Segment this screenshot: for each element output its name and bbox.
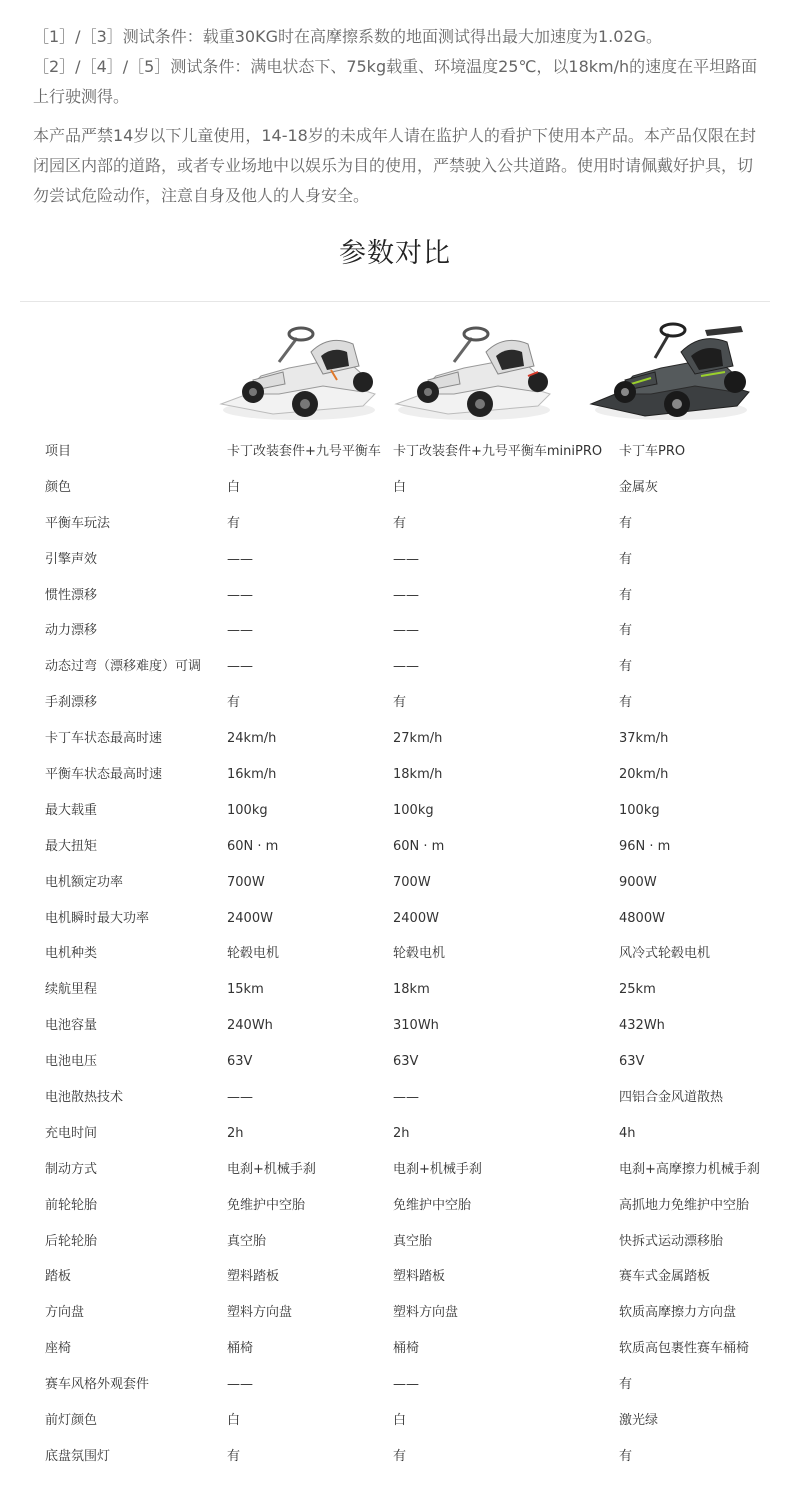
spec-label: 动态过弯（漂移难度）可调: [45, 659, 202, 675]
spec-value: ——: [227, 551, 253, 567]
spec-value: 四铝合金风道散热: [619, 1090, 724, 1106]
spec-value: 有: [393, 695, 407, 711]
spec-value: 63V: [227, 1054, 253, 1070]
spec-value: 700W: [227, 874, 265, 890]
spec-row: [0, 1116, 790, 1152]
spec-label: 动力漂移: [45, 623, 98, 639]
spec-value: 240Wh: [227, 1018, 273, 1034]
spec-value: 电刹+高摩擦力机械手刹: [619, 1161, 760, 1177]
spec-value: 有: [227, 695, 241, 711]
spec-value: 软质高包裹性赛车桶椅: [619, 1341, 750, 1357]
spec-value: 塑料方向盘: [227, 1305, 293, 1321]
spec-value: 快拆式运动漂移胎: [619, 1233, 724, 1249]
test-conditions-note: [33, 22, 761, 112]
product-image-1: [213, 318, 383, 428]
spec-label: 电机额定功率: [45, 874, 124, 890]
spec-value: 免维护中空胎: [227, 1197, 306, 1213]
spec-value: 24km/h: [227, 731, 277, 747]
spec-label: 卡丁车状态最高时速: [45, 731, 163, 747]
spec-value: 4h: [619, 1125, 636, 1141]
spec-value: 有: [619, 587, 633, 603]
spec-comparison-table: [0, 434, 790, 1475]
spec-value: 电刹+机械手刹: [393, 1161, 482, 1177]
spec-value: 塑料踏板: [227, 1269, 280, 1285]
white-kart-image: [388, 318, 558, 428]
spec-value: 有: [393, 515, 407, 531]
spec-row: [0, 1295, 790, 1331]
spec-label: 惯性漂移: [45, 587, 98, 603]
spec-value: 风冷式轮毂电机: [619, 946, 711, 962]
spec-value: 软质高摩擦力方向盘: [619, 1305, 737, 1321]
spec-value: 2400W: [393, 910, 439, 926]
divider: [20, 301, 770, 302]
spec-value: 96N · m: [619, 838, 671, 854]
spec-row: [0, 936, 790, 972]
spec-value: 2h: [393, 1125, 410, 1141]
spec-row: [0, 470, 790, 506]
spec-row: [0, 1259, 790, 1295]
spec-value: 有: [227, 515, 241, 531]
spec-row: [0, 685, 790, 721]
spec-value: 4800W: [619, 910, 665, 926]
spec-label: 踏板: [45, 1269, 72, 1285]
spec-value: 60N · m: [227, 838, 279, 854]
spec-value: 63V: [619, 1054, 645, 1070]
spec-label: 座椅: [45, 1341, 72, 1357]
section-title: 参数对比: [339, 238, 451, 269]
spec-value: 700W: [393, 874, 431, 890]
spec-value: ——: [393, 623, 419, 639]
safety-disclaimer: 本产品严禁14岁以下儿童使用，14-18岁的未成年人请在监护人的看护下使用本产品。本产品仅限在封闭园区内部的道路，或者专业场地中以娱乐为目的使用，严禁驶入公共道路。使用时请佩戴好护具，切勿尝试危险动作，注意自身及他人的人身安全。: [33, 126, 756, 205]
spec-row: [0, 1080, 790, 1116]
spec-value: 免维护中空胎: [393, 1197, 472, 1213]
spec-label: 电机种类: [45, 946, 98, 962]
spec-value: 63V: [393, 1054, 419, 1070]
spec-row: [0, 1224, 790, 1260]
spec-label: 电池容量: [45, 1018, 98, 1034]
spec-value: 有: [619, 551, 633, 567]
spec-value: 25km: [619, 982, 656, 998]
spec-row: [0, 901, 790, 937]
spec-value: ——: [227, 587, 253, 603]
spec-value: 卡丁车PRO: [619, 444, 686, 459]
spec-value: 有: [393, 1448, 407, 1464]
spec-value: ——: [227, 659, 253, 675]
spec-value: 2h: [227, 1125, 244, 1141]
spec-label: 赛车风格外观套件: [45, 1377, 150, 1393]
spec-label: 平衡车状态最高时速: [45, 767, 163, 783]
spec-value: 有: [619, 515, 633, 531]
white-kart-image: [213, 318, 383, 428]
spec-label: 最大载重: [45, 802, 98, 818]
test-condition-2: ［2］/［4］/［5］测试条件：满电状态下、75kg载重、环境温度25℃，以18km/h的速度在平坦路面上行驶测得。: [33, 57, 758, 106]
spec-value: 900W: [619, 874, 657, 890]
spec-value: 2400W: [227, 910, 273, 926]
spec-value: 白: [227, 1413, 241, 1429]
spec-value: 27km/h: [393, 731, 443, 747]
spec-value: 37km/h: [619, 731, 669, 747]
footnotes: [33, 22, 761, 211]
spec-value: 塑料方向盘: [393, 1305, 459, 1321]
spec-value: 金属灰: [619, 479, 659, 495]
spec-label: 项目: [45, 444, 72, 459]
spec-label: 方向盘: [45, 1305, 85, 1321]
spec-value: 有: [227, 1448, 241, 1464]
spec-value: ——: [227, 1377, 253, 1393]
spec-value: 有: [619, 1377, 633, 1393]
dark-gray-kart-image: [585, 318, 755, 428]
spec-value: 高抓地力免维护中空胎: [619, 1197, 750, 1213]
spec-value: ——: [227, 623, 253, 639]
product-image-3: [585, 318, 755, 428]
spec-value: ——: [393, 551, 419, 567]
spec-label: 后轮轮胎: [45, 1233, 98, 1249]
spec-label: 引擎声效: [45, 551, 98, 567]
spec-row: [0, 649, 790, 685]
spec-row: [0, 1331, 790, 1367]
spec-row: [0, 1044, 790, 1080]
spec-row: [0, 1439, 790, 1475]
spec-value: ——: [393, 587, 419, 603]
spec-value: 有: [619, 659, 633, 675]
spec-row: [0, 829, 790, 865]
spec-value: ——: [393, 659, 419, 675]
spec-label: 制动方式: [45, 1161, 98, 1177]
spec-label: 前灯颜色: [45, 1413, 98, 1429]
test-condition-1: ［1］/［3］测试条件：载重30KG时在高摩擦系数的地面测试得出最大加速度为1.02G。: [33, 27, 663, 46]
spec-value: 真空胎: [227, 1233, 267, 1249]
spec-value: 100kg: [393, 802, 434, 818]
spec-row: [0, 1403, 790, 1439]
spec-value: 卡丁改装套件+九号平衡车miniPRO: [393, 444, 603, 459]
spec-header-row: [0, 434, 790, 470]
spec-value: 塑料踏板: [393, 1269, 446, 1285]
spec-value: 有: [619, 695, 633, 711]
product-image-2: [388, 318, 558, 428]
spec-label: 前轮轮胎: [45, 1197, 98, 1213]
spec-row: [0, 1188, 790, 1224]
spec-value: 432Wh: [619, 1018, 665, 1034]
spec-row: [0, 542, 790, 578]
spec-row: [0, 613, 790, 649]
spec-label: 手刹漂移: [45, 695, 98, 711]
spec-value: 100kg: [227, 802, 268, 818]
spec-value: 20km/h: [619, 767, 669, 783]
spec-value: 卡丁改装套件+九号平衡车: [227, 444, 381, 459]
spec-value: 白: [393, 479, 407, 495]
spec-value: 100kg: [619, 802, 660, 818]
spec-value: 18km/h: [393, 767, 443, 783]
spec-label: 最大扭矩: [45, 838, 98, 854]
spec-value: 轮毂电机: [393, 946, 446, 962]
spec-label: 底盘氛围灯: [45, 1448, 111, 1464]
spec-label: 电池电压: [45, 1054, 98, 1070]
spec-row: [0, 757, 790, 793]
spec-row: [0, 1008, 790, 1044]
spec-value: 桶椅: [393, 1341, 420, 1357]
spec-value: 激光绿: [619, 1413, 659, 1429]
spec-row: [0, 1152, 790, 1188]
spec-row: [0, 721, 790, 757]
spec-value: 白: [393, 1413, 407, 1429]
spec-label: 平衡车玩法: [45, 515, 111, 531]
spec-value: 轮毂电机: [227, 946, 280, 962]
spec-label: 电池散热技术: [45, 1090, 124, 1106]
spec-row: [0, 578, 790, 614]
spec-value: 白: [227, 479, 241, 495]
spec-value: 赛车式金属踏板: [619, 1269, 711, 1285]
spec-value: ——: [393, 1090, 419, 1106]
spec-label: 充电时间: [45, 1125, 98, 1141]
spec-value: 电刹+机械手刹: [227, 1161, 316, 1177]
spec-value: 真空胎: [393, 1233, 433, 1249]
spec-value: 有: [619, 1448, 633, 1464]
spec-row: [0, 1367, 790, 1403]
spec-row: [0, 972, 790, 1008]
spec-value: 有: [619, 623, 633, 639]
spec-row: [0, 793, 790, 829]
spec-value: ——: [227, 1090, 253, 1106]
spec-value: 桶椅: [227, 1341, 254, 1357]
spec-value: 15km: [227, 982, 264, 998]
spec-value: 60N · m: [393, 838, 445, 854]
spec-row: [0, 506, 790, 542]
spec-label: 电机瞬时最大功率: [45, 910, 150, 926]
spec-value: 16km/h: [227, 767, 277, 783]
spec-label: 颜色: [45, 479, 72, 495]
spec-label: 续航里程: [45, 982, 98, 998]
spec-value: 18km: [393, 982, 430, 998]
spec-value: 310Wh: [393, 1018, 439, 1034]
spec-value: ——: [393, 1377, 419, 1393]
spec-row: [0, 865, 790, 901]
